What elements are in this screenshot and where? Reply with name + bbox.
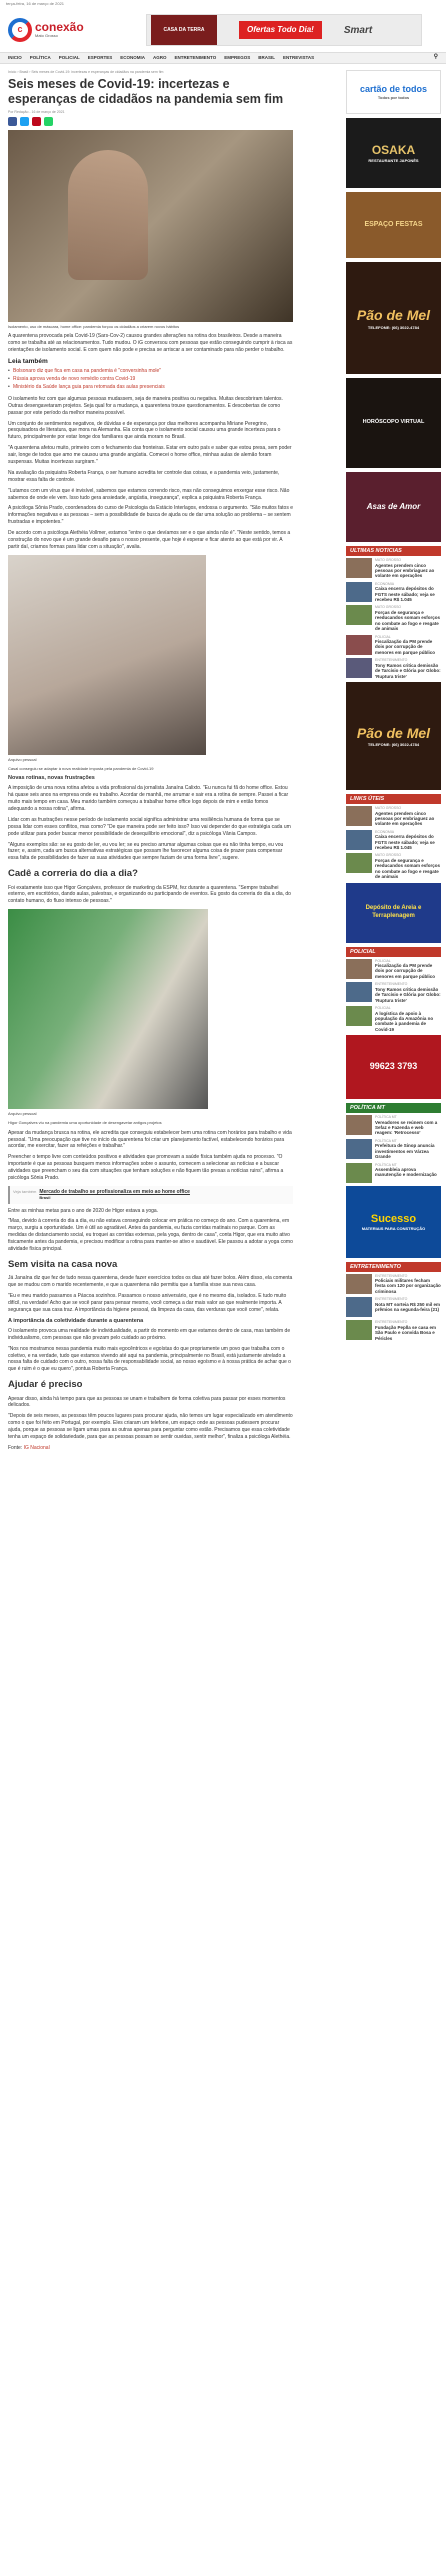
top-date: terça-feira, 16 de março de 2021 [6,1,65,6]
ad-asas-title: Asas de Amor [366,501,421,511]
ad-deposito[interactable] [346,883,441,943]
nav-item-brasil[interactable]: BRASIL [258,55,275,61]
site-header [0,8,446,52]
news-text [375,1115,441,1136]
ad-phone-number: 99623 3793 [369,1061,418,1072]
ad-espaco[interactable] [346,192,441,258]
policial-list [346,959,441,1033]
ultimas-list [346,558,441,679]
leia-tambem-link[interactable]: • Rússia aprova venda de novo remédio contra Covid-19 [8,376,293,383]
ad-cartao-title: cartão de todos [359,83,427,94]
ad-deposito-title: Depósito de Areia e Terraplenagem [365,904,422,919]
ad-cartao[interactable] [346,70,441,114]
paragraph: "Lutamos com um vírus que é invisível, sabemos que estamos correndo risco, mas não conseguimos enxergar esse risco. Não sabemos de onde ele vem. Isso tudo gera ansiedade, angústia, insegurança", explica a psiquiatra Roberta França. [8,487,290,501]
news-thumbnail[interactable] [346,582,372,602]
ad-espaco-title: ESPAÇO FESTAS [364,221,423,229]
nav-item-economia[interactable]: ECONOMIA [120,55,146,61]
news-headline[interactable]: Fundação Peplla se casa em São Paulo e convida Bosa e Péricles [375,1324,437,1341]
news-text [375,658,441,679]
entretenimento-header: ENTRETENIMENTO [346,1262,441,1272]
nav-item-empregos[interactable]: EMPREGOS [224,55,251,61]
image-1-caption: Isolamento, uso de máscara, home office: pandemia forçou os cidadãos a criarem novos hábitos [8,324,180,330]
ad-pao-de-mel-1[interactable] [346,262,441,374]
article-image-1 [8,130,293,322]
paragraph: Apesar disso, ainda há tempo para que as pessoas se unam e trabalhem de forma coletiva para passar por esses momentos delicados. [8,1395,286,1409]
paragraph: Na avaliação da psiquiatra Roberta França, o ser humano acredita ter controle das coisas, e a pandemia veio, justamente, mostrar essa falta de controle. [8,469,280,483]
news-category: ECONOMIA [375,829,395,834]
paragraph: "A quarentena afetou muito, primeiro com o fechamento das fronteiras. Estar em outro país e saber que estou presa, sem poder sair, longe de todos que amo me causou uma grande angústia. Comecei o home office, minhas aulas de alemão foram suspensas. Muitas incertezas surgiram." [8,445,292,466]
leia-tambem-link[interactable]: • Bolsonaro diz que fica em casa na pandemia é "conversinha mole" [8,368,293,375]
paragraph: Foi exatamente isso que Higor Gonçalves, professor de marketing da ESPM, fez durante a quarentena. "Sempre trabalhei externo, em escritórios, dando aulas, palestras, e organizando ou participando de eventos. Eu gosto da correria do dia a dia, do contato humano, do fluxo intenso de pessoas." [8,884,291,905]
news-text [375,1320,441,1341]
news-category: MATO GROSSO [375,558,402,562]
news-thumbnail[interactable] [346,635,372,655]
news-category: POLICIAL [375,958,391,963]
links-list [346,806,441,880]
ad-pao-sub: TELEFONE: (66) 3022-4784 [367,324,420,330]
image-2-credit: Arquivo pessoal [8,756,37,762]
news-thumbnail[interactable] [346,853,372,873]
nav-item-entretenimento[interactable]: ENTRETENIMENTO [174,55,217,61]
news-category: ECONOMIA [375,581,395,586]
news-text [375,830,441,851]
banner-brand: Smart [343,24,373,36]
source-link[interactable]: IG Nacional [23,1444,50,1451]
news-item[interactable] [346,1163,441,1183]
section-heading: Sem visita na casa nova [8,1258,118,1270]
section-heading: Ajudar é preciso [8,1379,83,1391]
leia-tambem-list [8,368,293,391]
news-category: ENTRETENIMENTO [375,1320,408,1325]
article-source [8,1445,293,1452]
news-category: POLICIAL [375,634,391,639]
news-thumbnail[interactable] [346,830,372,850]
politica-header: POLÍTICA MT [346,1103,441,1113]
news-item[interactable] [346,658,441,679]
news-thumbnail[interactable] [346,605,372,625]
ad-cartao-sub: Todos por todos [377,95,410,101]
source-label: Fonte: [8,1444,23,1451]
news-thumbnail[interactable] [346,1115,372,1135]
news-text [375,982,441,1003]
search-icon[interactable]: ⚲ [433,54,438,61]
nav-item-entrevistas[interactable]: ENTREVISTAS [282,55,315,61]
paragraph: Apesar da mudança brusca na rotina, ele acredita que conseguiu estabelecer bem uma rotina com horários para trabalho e vida pessoal. "Uma preocupação que tive no início da quarentena foi criar um planejamento factível, estabelecendo horários para acordar, me exercitar, fazer as refeições e trabalhar." [8,1129,292,1150]
section-heading: Novas rotinas, novas frustrações [8,775,95,782]
image-3-credit: Arquivo pessoal [8,1111,37,1117]
paragraph: "Eu e meu marido passamos a Páscoa sozinhos. Passamos o nosso aniversário, que é no mesmo dia, isolados. E tudo muito difícil, na verdade! Acho que se você parar para pensar mesmo, você começa a dar mais valor ao que realmente importa. A segurança que sua casa traz. A importância da higiene pessoal, da limpeza da casa, das verduras que você come", relata. [8,1293,287,1313]
ad-pao-title: Pão de Mel [356,307,431,324]
article-meta: Por Redação - 16 de março de 2021 [8,109,65,114]
news-thumbnail[interactable] [346,806,372,826]
article-image-2 [8,555,206,755]
news-item[interactable] [346,1297,441,1317]
news-text [375,1006,441,1032]
policial-header: POLICIAL [346,947,441,957]
news-headline[interactable]: Prefeitura de Sinop anuncia investimentos em Várzea Grande [375,1143,435,1160]
news-category: ENTRETENIMENTO [375,1273,408,1278]
twitter-icon[interactable] [20,117,29,126]
paragraph: Lidar com as frustrações nesse período de isolamento social significa administrar uma resiliência humana de forma que se possa lidar com esses conflitos, mas como? "De que maneira pode ser feito isso? Isso vai depender do que estratégia cada um pode utilizar para poder buscar menor possibilidade de desequilíbrio emocional", diz a psicóloga Vânia Campos. [8,816,291,837]
paragraph: Entre as minhas metas para o ano de 2020 de Higor estava a yoga. [8,1207,159,1214]
news-category: ENTRETENIMENTO [375,1297,408,1302]
news-thumbnail[interactable] [346,959,372,979]
ad-sucesso-title: Sucesso [370,1212,417,1225]
news-category: POLÍTICA MT [375,1115,397,1120]
sidebar [346,70,441,1344]
news-category: ENTRETENIMENTO [375,658,408,663]
nav-item-policial[interactable]: POLICIAL [58,55,80,61]
ad-pao-de-mel-2[interactable] [346,682,441,790]
news-headline[interactable]: Caixa encerra depósitos do FGTS neste sábado; veja se recebeu R$ 1.045 [375,834,435,851]
veja-tambem-link[interactable]: Mercado de trabalho se profissionaliza em meio ao home office [39,1188,190,1195]
share-buttons [8,117,293,126]
news-headline[interactable]: Agentes prendem cinco pessoas por embriaguez ao volante em operações [375,810,435,827]
news-item[interactable] [346,1139,441,1160]
veja-tambem-label: Veja também [13,1188,37,1194]
ad-phone[interactable] [346,1035,441,1099]
paragraph: A quarentena provocada pela Covid-19 (Sars-Cov-2) causou grandes alterações na rotina dos brasileiros. Desde a maneira como se trabalha até as relacionamentos. Tudo mudou. O iG conversou com pessoas que estão conseguindo cumprir à risca as orientações de isolamento social. E com quem não pode e precisa se arriscar a ser contaminado para não perder o trabalho. [8,333,293,354]
news-headline[interactable]: Tony Ramos critica demissão de Tarcísio e Glória por Globo: 'Ruptura triste' [375,662,441,679]
article [8,70,293,1451]
news-thumbnail[interactable] [346,1139,372,1159]
news-item[interactable] [346,1006,441,1032]
news-thumbnail[interactable] [346,982,372,1002]
leia-tambem-link[interactable]: • Ministério da Saúde lança guia para retomada das aulas presenciais [8,384,293,391]
news-thumbnail[interactable] [346,1163,372,1183]
news-category: POLÍTICA MT [375,1162,397,1167]
paragraph: O isolamento fez com que algumas pessoas mudassem, seja de maneira positiva ou negativa. Muitas descobriram talentos. Outras desengavetaram projetos. Seja qual for a mudança, a quarentena trouxe questionamentos. E descobertas de como passar por este período da melhor maneira possível. [8,395,283,416]
news-headline[interactable]: Tony Ramos critica demissão de Tarcísio e Glória por Globo: 'Ruptura triste' [375,986,441,1003]
paragraph: "Nos nos mostramos nessa pandemia muito mais egocêntricos e egoístas do que propriamente um povo que trabalha com o coletivo, e na verdade, tudo que estamos vivendo até aqui na pandemia, principalmente no Brasil, está justamente atrelado a nossa falta de cuidado com o outro, nossa falta de responsabilidade social, ao nosso egoísmo e à nossa prática de achar que o que é ruim é o que eu quero", pontua Roberta França. [8,1345,291,1373]
politica-list [346,1115,441,1182]
ad-osaka[interactable] [346,118,441,188]
section-heading: Cadê a correria do dia a dia? [8,868,138,880]
news-thumbnail[interactable] [346,1297,372,1317]
news-thumbnail[interactable] [346,1006,372,1026]
news-thumbnail[interactable] [346,558,372,578]
news-item[interactable] [346,605,441,631]
veja-tambem-box[interactable] [8,1186,293,1204]
ad-pao2-sub: TELEFONE: (66) 3022-4784 [367,742,420,748]
news-headline[interactable]: Forças de segurança e reeducandos somam esforços no combate ao fogo e resgate de animais [375,609,441,632]
news-text [375,635,441,656]
news-item[interactable] [346,635,441,656]
paragraph: "Alguns exemplos são: se eu gosto de ler, eu vou ler; se eu preciso arrumar algumas coisas que eu não tinha tempo, eu vou fazer; e, assim, cada um busca alternativas estratégicas que possam lhe favorecer alguma coisa de prazer para compensar essa falta de possibilidades de fazer as suas atividades que sempre faziam de uma forma livre", sugere. [8,841,284,862]
section-heading: A importância da coletividade durante a quarentena [8,1317,144,1324]
image-2-caption: Casal conseguiu se adaptar à nova realidade imposta pela pandemia de Covid-19 [8,766,154,771]
news-item[interactable] [346,582,441,603]
news-headline[interactable]: Forças de segurança e reeducandos somam esforços no combate ao fogo e resgate de animais [375,857,441,880]
main-nav [0,52,446,64]
image-3-caption: Higor Gonçalves viu na pandemia uma oportunidade de desengavetar antigos projetos [8,1120,162,1126]
ad-asas[interactable] [346,472,441,542]
news-text [375,558,441,579]
top-date-strip [0,0,446,8]
banner-offer: Ofertas Todo Dia! [239,21,322,39]
news-category: MATO GROSSO [375,853,402,858]
news-thumbnail[interactable] [346,1320,372,1340]
news-text [375,1274,441,1295]
news-headline[interactable]: Fiscalização da PM prende dois por corrupção de menores em parque público [375,963,436,979]
news-text [375,806,441,827]
news-headline[interactable]: Nota MT sorteia R$ 250 mil em prêmios na segunda-feira (21) [375,1301,441,1313]
paragraph: "Mas, devido à correria do dia a dia, eu não estava conseguindo colocar em prática no começo do ano. Com a quarentena, em março, surgiu a oportunidade. Um é útil ao agradável. Antes da pandemia, eu fazia corridas matinais no parque. Com as medidas de distanciamento social, eu troquei as corridas externas, pela yoga, dentro de casa", conta Higor, que era muito ativo fisicamente antes da pandemia, e precisou modificar a rotina para manter-se ativo e saudável. Ele passou a adotar a yoga como atividade física principal. [8,1218,293,1252]
leia-tambem-title: Leia também [8,357,48,365]
news-text [375,1297,441,1317]
news-item[interactable] [346,558,441,579]
nav-item-inicio[interactable]: INICIO [8,55,22,61]
news-headline[interactable]: Vereadores se reúnem com a Sefaz e Fazenda e web reagem: 'Retrocesso' [375,1119,438,1136]
news-headline[interactable]: Policiais militares fecham festa com 120 por organização criminosa [375,1278,441,1294]
ad-osaka-sub: RESTAURANTE JAPONÊS [368,158,419,164]
paragraph: "Depois de seis meses, as pessoas têm poucos lugares para procurar ajuda, não temos um lugar especializado em atendimento como o que foi feito em Portugal, por exemplo. Eles criaram um telefone, um espaço onde as pessoas pudessem procurar ajuda, porque as pessoas se ligam umas para as outras apenas para perguntar como estão. Precisamos que essa coletividade tenha um espaço de solidariedade, para que as pessoas possam se sentir ouvidas, sentir melhor", finaliza a psicóloga Alethéia. [8,1413,293,1440]
news-item[interactable] [346,830,441,851]
article-image-3 [8,909,208,1109]
logo-mark-icon: c [8,18,32,42]
news-item[interactable] [346,1115,441,1136]
news-category: ENTRETENIMENTO [375,982,408,987]
news-headline[interactable]: Caixa encerra depósitos do FGTS neste sábado; veja se recebeu R$ 1.045 [375,586,435,603]
news-item[interactable] [346,982,441,1003]
pinterest-icon[interactable] [32,117,41,126]
news-headline[interactable]: A logística de apoio à população da Amazônia no combate à pandemia de Covid-19 [375,1010,434,1032]
paragraph: O isolamento provoca uma realidade de individualidade, a partir do momento em que estamos dentro de casa, mas também de individualismo, com pessoas que não prezam pelo cuidado ao próximo. [8,1327,291,1341]
paragraph: A imposição de uma nova rotina afetou a vida profissional da jornalista Janaína Calixto. "Eu nunca fui fã do home office. Estou há quase seis anos na empresa onde eu trabalho. Acordar de manhã, me arrumar e sair era a rotina de sempre. Passei a ficar muito mais tempo em casa. Meu marido também começou a trabalhar home office logo depois de mim e então fomos adequando a nossa rotina", afirma. [8,785,289,812]
paragraph: Já Janaína diz que fez de tudo nessa quarentena, desde fazer exercícios todos os dias até fazer bolos. Além disso, ela comenta que se mudou com o marido recentemente, e que a quarentena não permitiu que a família visse sua nova casa. [8,1275,293,1289]
article-title: Seis meses de Covid-19: incertezas e esperanças de cidadãos na pandemia sem fim [8,76,284,106]
news-category: POLÍTICA MT [375,1138,397,1143]
nav-item-politica[interactable]: POLÍTICA [29,55,51,61]
news-headline[interactable]: Assembleia aprova manutenção e modernização [375,1167,437,1178]
header-ad-banner[interactable] [146,14,422,46]
news-headline[interactable]: Fiscalização da PM prende dois por corrupção de menores em parque público [375,639,436,655]
news-category: MATO GROSSO [375,805,402,810]
logo-sub: Mato Grosso [35,33,58,39]
logo-name: conexão [35,20,84,35]
nav-item-esportes[interactable]: ESPORTES [87,55,113,61]
news-item[interactable] [346,1320,441,1341]
news-text [375,582,441,603]
horoscopo-widget[interactable] [346,378,441,468]
veja-tambem-tag: Brasil [39,1195,51,1201]
facebook-icon[interactable] [8,117,17,126]
paragraph: A psicóloga Sônia Prado, coordenadora do curso de Psicologia da Estácio Interlagos, endossa o argumento. "São muitos fatos e informações negativas e as pessoas – sem a possibilidade de busca de ajuda ou de dar uma solução ao problema – se sentem frustradas e impotentes." [8,505,294,526]
ad-osaka-title: OSAKA [371,142,416,157]
news-item[interactable] [346,806,441,827]
news-thumbnail[interactable] [346,1274,372,1294]
paragraph: De acordo com a psicóloga Alethéia Vollmer, estamos "entre o que devíamos ser e o que ainda não é". "Neste sentido, temos a construção do novo que é um grande desafio para o nosso presente, que hoje é esperar e ficar atento ao que está por vir. A partir daí, criamos formas para lidar com a situação", avalia. [8,530,291,550]
paragraph: Preencher o tempo livre com conteúdos positivos e atividades que promovam a saúde física também ajuda no processo. "O importante é que as pessoas busquem menos informações sobre o assunto, comecem a selecionar as notícias e a buscar atividades que preencham o seu dia com situações que tenham soluções e não fiquem tão presas a notícias ruins", afirma a psicóloga Sônia Prado. [8,1154,284,1181]
horoscopo-title: HORÓSCOPO VIRTUAL [362,419,425,426]
banner-store: CASA DA TERRA [151,15,217,45]
nav-item-agro[interactable]: AGRO [153,55,167,61]
site-logo[interactable] [8,18,84,42]
news-item[interactable] [346,1274,441,1295]
ad-pao2-title: Pão de Mel [356,725,431,742]
links-header: LINKS ÚTEIS [346,794,441,804]
paragraph: Um conjunto de sentimentos negativos, de dúvidas e de esperança por dias melhores acompanha Miriane Peregrino, pesquisadora de literatura, que mora na Alemanha. Ela conta que o isolamento social causou uma grande incerteza para o futuro, principalmente por estar longe dos familiares que ainda moram no Brasil. [8,420,281,441]
whatsapp-icon[interactable] [44,117,53,126]
ultimas-header: ULTIMAS NOTICIAS [346,546,441,556]
breadcrumb: Início › Brasil › Seis meses de Covid-19: incertezas e esperanças de cidadãos na pandemia sem fim [8,70,164,74]
news-headline[interactable]: Agentes prendem cinco pessoas por embriaguez ao volante em operações [375,562,435,579]
news-text [375,1139,441,1160]
news-text [375,959,441,980]
entretenimento-list [346,1274,441,1341]
news-thumbnail[interactable] [346,658,372,678]
news-category: POLICIAL [375,1005,391,1010]
news-item[interactable] [346,853,441,879]
news-text [375,605,441,631]
news-category: MATO GROSSO [375,605,402,610]
ad-sucesso-sub: MATERIAIS PARA CONSTRUÇÃO [361,1226,426,1232]
news-item[interactable] [346,959,441,980]
news-text [375,1163,441,1183]
news-text [375,853,441,879]
ad-sucesso[interactable] [346,1186,441,1258]
